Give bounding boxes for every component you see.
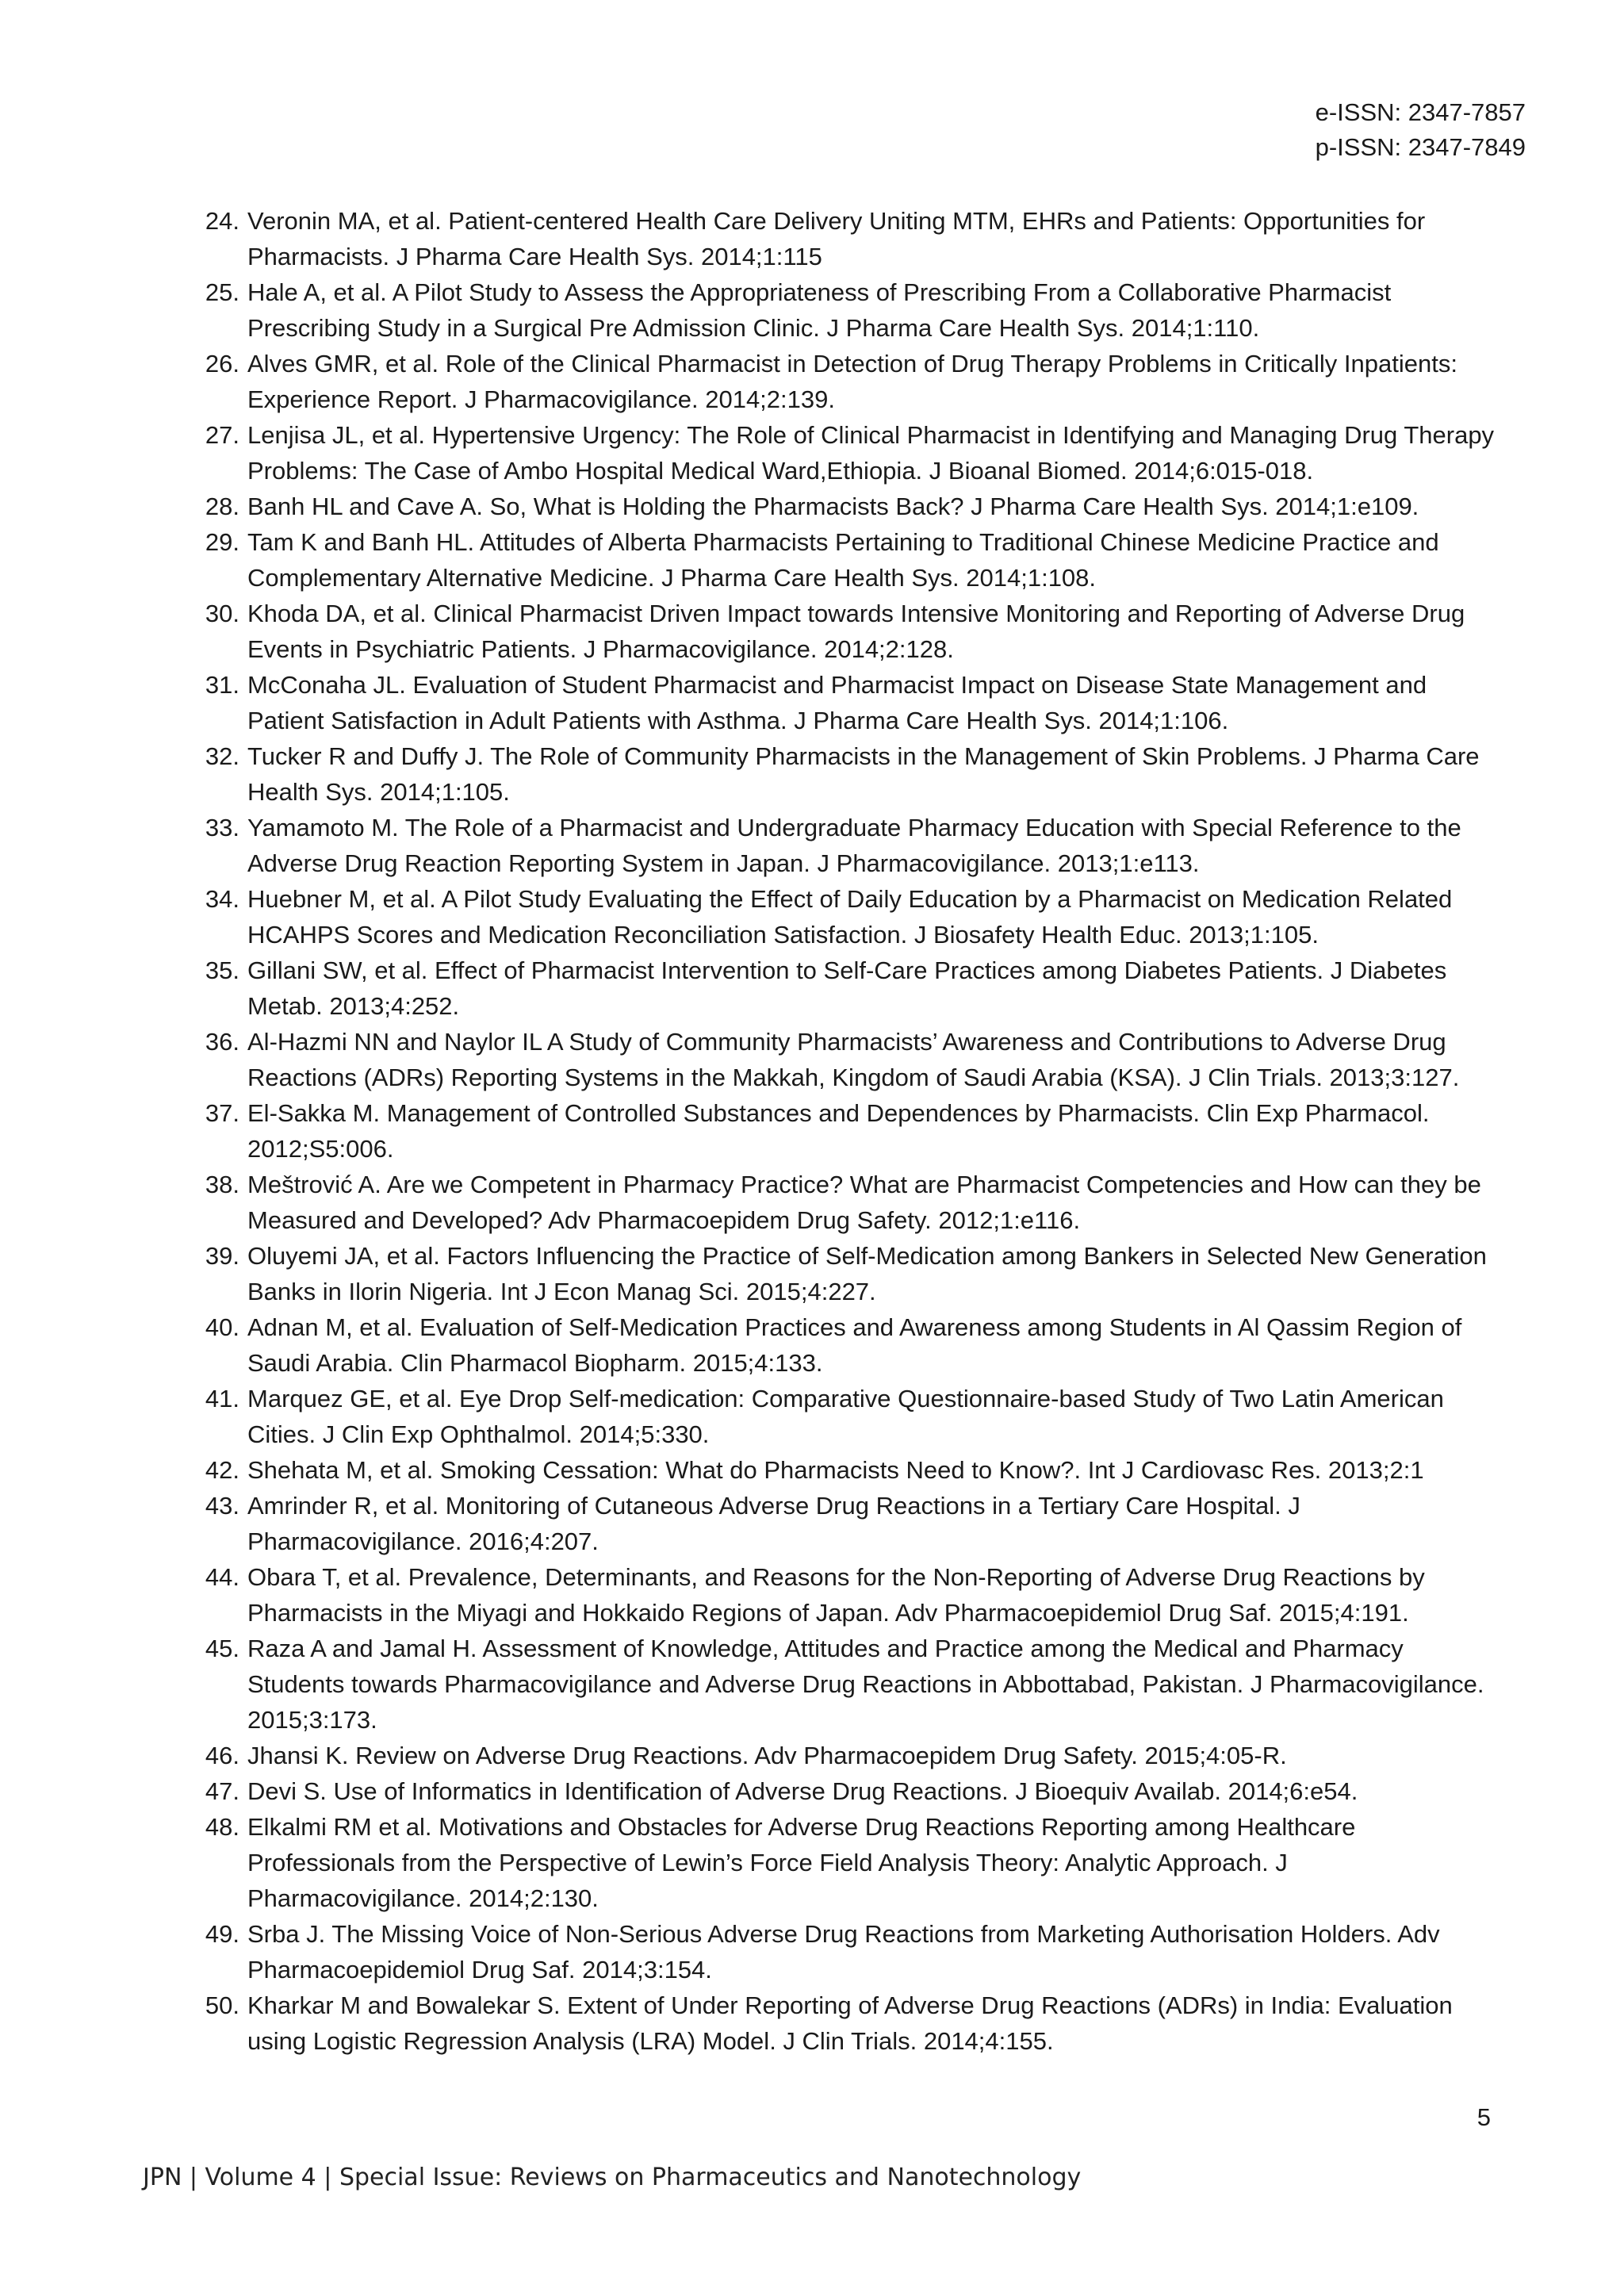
reference-number: 31. — [205, 671, 239, 699]
reference-item — [197, 524, 1496, 596]
page-number: 5 — [1477, 2103, 1491, 2131]
reference-number: 25. — [205, 278, 239, 306]
reference-item — [197, 1559, 1496, 1631]
reference-item — [197, 1809, 1496, 1916]
reference-text: Veronin MA, et al. Patient-centered Health Care Delivery Uniting MTM, EHRs and Patients: Opportunities for Pharmacists. J Pharma Care Health Sys. 2014;1:115 — [247, 207, 1426, 270]
reference-number: 50. — [205, 1991, 239, 2019]
reference-item — [197, 1773, 1496, 1809]
reference-text: McConaha JL. Evaluation of Student Pharmacist and Pharmacist Impact on Disease State Management and Patient Satisfaction in Adult Patients with Asthma. J Pharma Care Health Sys. 2014;1:106. — [247, 671, 1427, 734]
reference-text: Elkalmi RM et al. Motivations and Obstacles for Adverse Drug Reactions Reporting among Healthcare Professionals from the Perspective of Lewin’s Force Field Analysis Theory: Analytic Approach. J Pharmacovigilance. 2014;2:130. — [247, 1813, 1356, 1912]
reference-list — [197, 203, 1496, 2059]
reference-text: Raza A and Jamal H. Assessment of Knowledge, Attitudes and Practice among the Medical and Pharmacy Students towards Pharmacovigilance and Adverse Drug Reactions in Abbottabad, Pakistan. J Pharmacovigilance. 2015;3:173. — [247, 1635, 1484, 1734]
reference-number: 35. — [205, 956, 239, 984]
reference-number: 37. — [205, 1099, 239, 1127]
reference-text: Al-Hazmi NN and Naylor IL A Study of Community Pharmacists’ Awareness and Contributions to Adverse Drug Reactions (ADRs) Reporting Systems in the Makkah, Kingdom of Saudi Arabia (KSA). J Clin Trials. 2013;3:127. — [247, 1028, 1460, 1091]
reference-item — [197, 1309, 1496, 1381]
reference-number: 28. — [205, 493, 239, 520]
reference-item — [197, 346, 1496, 417]
reference-item — [197, 1916, 1496, 1987]
reference-text: Srba J. The Missing Voice of Non-Serious Adverse Drug Reactions from Marketing Authorisation Holders. Adv Pharmacoepidemiol Drug Saf. 2014;3:154. — [247, 1920, 1440, 1984]
reference-number: 30. — [205, 600, 239, 627]
pissn: p-ISSN: 2347-7849 — [1315, 133, 1526, 161]
reference-text: Huebner M, et al. A Pilot Study Evaluating the Effect of Daily Education by a Pharmacist on Medication Related HCAHPS Scores and Medication Reconciliation Satisfaction. J Biosafety Health Educ. 2013;1:105. — [247, 885, 1453, 949]
reference-text: Tucker R and Duffy J. The Role of Community Pharmacists in the Management of Skin Problems. J Pharma Care Health Sys. 2014;1:105. — [247, 742, 1480, 806]
reference-number: 34. — [205, 885, 239, 913]
reference-item — [197, 1631, 1496, 1738]
reference-item — [197, 489, 1496, 524]
reference-item — [197, 667, 1496, 738]
reference-text: Shehata M, et al. Smoking Cessation: What do Pharmacists Need to Know?. Int J Cardiovasc Res. 2013;2:1 — [247, 1456, 1424, 1484]
reference-item — [197, 738, 1496, 810]
reference-item — [197, 1095, 1496, 1167]
reference-item — [197, 953, 1496, 1024]
reference-text: Amrinder R, et al. Monitoring of Cutaneous Adverse Drug Reactions in a Tertiary Care Hospital. J Pharmacovigilance. 2016;4:207. — [247, 1492, 1300, 1555]
reference-item — [197, 1381, 1496, 1452]
reference-number: 41. — [205, 1385, 239, 1412]
reference-text: Oluyemi JA, et al. Factors Influencing the Practice of Self-Medication among Bankers in Selected New Generation Banks in Ilorin Nigeria. Int J Econ Manag Sci. 2015;4:227. — [247, 1242, 1487, 1305]
reference-text: Alves GMR, et al. Role of the Clinical Pharmacist in Detection of Drug Therapy Problems in Critically Inpatients: Experience Report. J Pharmacovigilance. 2014;2:139. — [247, 350, 1457, 413]
reference-text: Adnan M, et al. Evaluation of Self-Medication Practices and Awareness among Students in Al Qassim Region of Saudi Arabia. Clin Pharmacol Biopharm. 2015;4:133. — [247, 1313, 1462, 1377]
reference-number: 24. — [205, 207, 239, 235]
reference-text: Jhansi K. Review on Adverse Drug Reactions. Adv Pharmacoepidem Drug Safety. 2015;4:05-R. — [247, 1742, 1287, 1769]
reference-text: Gillani SW, et al. Effect of Pharmacist Intervention to Self-Care Practices among Diabetes Patients. J Diabetes Metab. 2013;4:252. — [247, 956, 1447, 1020]
reference-text: Marquez GE, et al. Eye Drop Self-medication: Comparative Questionnaire-based Study of Two Latin American Cities. J Clin Exp Ophthalmol. 2014;5:330. — [247, 1385, 1444, 1448]
reference-item — [197, 596, 1496, 667]
reference-text: Khoda DA, et al. Clinical Pharmacist Driven Impact towards Intensive Monitoring and Reporting of Adverse Drug Events in Psychiatric Patients. J Pharmacovigilance. 2014;2:128. — [247, 600, 1465, 663]
reference-item — [197, 1238, 1496, 1309]
reference-number: 43. — [205, 1492, 239, 1520]
reference-item — [197, 881, 1496, 953]
reference-number: 45. — [205, 1635, 239, 1662]
reference-item — [197, 1167, 1496, 1238]
reference-number: 27. — [205, 421, 239, 449]
reference-text: Meštrović A. Are we Competent in Pharmacy Practice? What are Pharmacist Competencies and How can they be Measured and Developed? Adv Pharmacoepidem Drug Safety. 2012;1:e116. — [247, 1171, 1481, 1234]
footer: JPN | Volume 4 | Special Issue: Reviews on Pharmaceutics and Nanotechnology — [143, 2164, 1082, 2191]
issn-block — [1316, 95, 1526, 165]
reference-item — [197, 1488, 1496, 1559]
reference-item — [197, 1024, 1496, 1095]
reference-number: 44. — [205, 1563, 239, 1591]
reference-item — [197, 1452, 1496, 1488]
reference-item — [197, 810, 1496, 881]
reference-item — [197, 1738, 1496, 1773]
reference-text: Lenjisa JL, et al. Hypertensive Urgency: The Role of Clinical Pharmacist in Identifying and Managing Drug Therapy Problems: The Case of Ambo Hospital Medical Ward,Ethiopia. J Bioanal Biomed. 2014;6:015-018. — [247, 421, 1495, 485]
reference-number: 38. — [205, 1171, 239, 1198]
reference-number: 40. — [205, 1313, 239, 1341]
reference-number: 47. — [205, 1777, 239, 1805]
reference-text: Devi S. Use of Informatics in Identification of Adverse Drug Reactions. J Bioequiv Availab. 2014;6:e54. — [247, 1777, 1358, 1805]
reference-number: 29. — [205, 528, 239, 556]
reference-number: 49. — [205, 1920, 239, 1948]
reference-text: El-Sakka M. Management of Controlled Substances and Dependences by Pharmacists. Clin Exp Pharmacol. 2012;S5:006. — [247, 1099, 1430, 1163]
reference-number: 39. — [205, 1242, 239, 1270]
reference-number: 36. — [205, 1028, 239, 1056]
reference-text: Tam K and Banh HL. Attitudes of Alberta Pharmacists Pertaining to Traditional Chinese Medicine Practice and Complementary Alternative Medicine. J Pharma Care Health Sys. 2014;1:108. — [247, 528, 1439, 592]
reference-number: 32. — [205, 742, 239, 770]
reference-number: 42. — [205, 1456, 239, 1484]
reference-number: 48. — [205, 1813, 239, 1841]
reference-number: 26. — [205, 350, 239, 378]
reference-item — [197, 1987, 1496, 2059]
reference-text: Kharkar M and Bowalekar S. Extent of Under Reporting of Adverse Drug Reactions (ADRs) in India: Evaluation using Logistic Regression Analysis (LRA) Model. J Clin Trials. 2014;4:155. — [247, 1991, 1453, 2055]
reference-number: 33. — [205, 814, 239, 841]
reference-text: Obara T, et al. Prevalence, Determinants, and Reasons for the Non-Reporting of Adverse Drug Reactions by Pharmacists in the Miyagi and Hokkaido Regions of Japan. Adv Pharmacoepidemiol Drug Saf. 2015;4:191. — [247, 1563, 1425, 1627]
reference-text: Banh HL and Cave A. So, What is Holding the Pharmacists Back? J Pharma Care Health Sys. 2014;1:e109. — [247, 493, 1419, 520]
reference-item — [197, 203, 1496, 274]
reference-item — [197, 417, 1496, 489]
reference-number: 46. — [205, 1742, 239, 1769]
reference-text: Yamamoto M. The Role of a Pharmacist and Undergraduate Pharmacy Education with Special Reference to the Adverse Drug Reaction Reporting System in Japan. J Pharmacovigilance. 2013;1:e113. — [247, 814, 1461, 877]
eissn: e-ISSN: 2347-7857 — [1315, 98, 1526, 126]
reference-item — [197, 274, 1496, 346]
reference-text: Hale A, et al. A Pilot Study to Assess the Appropriateness of Prescribing From a Collaborative Pharmacist Prescribing Study in a Surgical Pre Admission Clinic. J Pharma Care Health Sys. 2014;1:110. — [247, 278, 1392, 342]
